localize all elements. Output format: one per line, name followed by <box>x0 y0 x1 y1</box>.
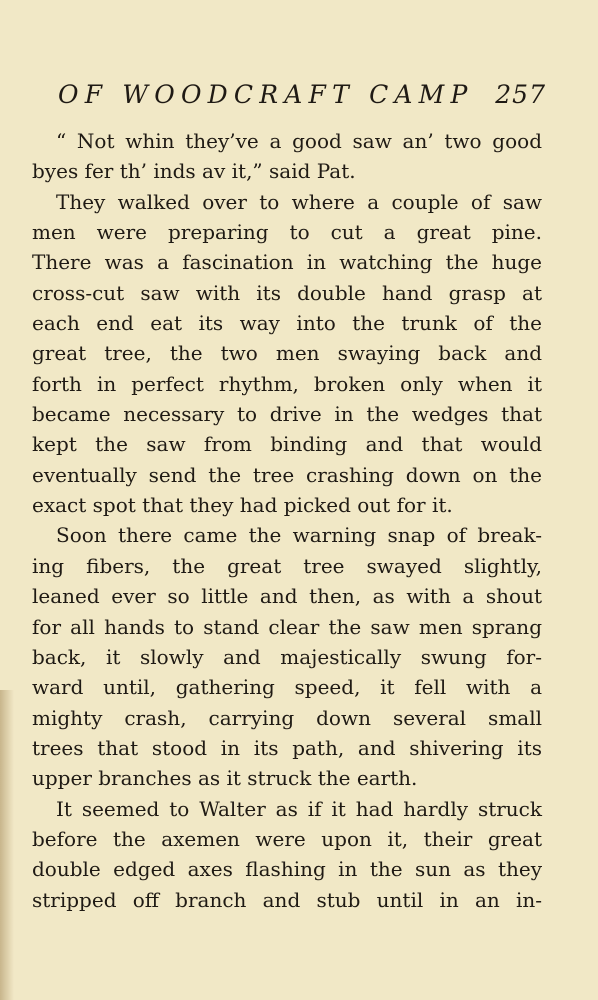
text-line: ward until, gathering speed, it fell with a <box>32 675 542 700</box>
page-number: 257 <box>495 80 546 109</box>
text-line: back, it slowly and majestically swung for- <box>32 644 542 669</box>
text-line: double edged axes flashing in the sun as they <box>32 857 542 882</box>
text-line: cross-cut saw with its double hand grasp at <box>32 280 542 305</box>
text-line: before the axemen were upon it, their great <box>32 826 542 851</box>
text-line: became necessary to drive in the wedges that <box>32 402 542 427</box>
text-line: trees that stood in its path, and shivering its <box>32 735 542 760</box>
text-line: Soon there came the warning snap of break- <box>56 523 542 548</box>
running-head <box>58 80 546 120</box>
text-line: exact spot that they had picked out for it. <box>32 493 453 518</box>
text-line: ing fibers, the great tree swayed slightly, <box>32 553 542 578</box>
text-line: They walked over to where a couple of saw <box>56 189 542 214</box>
text-line: eventually send the tree crashing down on the <box>32 462 542 487</box>
body-text <box>32 126 542 915</box>
text-line: byes fer th’ inds av it,” said Pat. <box>32 159 356 184</box>
text-line: It seemed to Walter as if it had hardly struck <box>56 796 542 821</box>
page-edge-shadow <box>0 690 14 1000</box>
text-line: for all hands to stand clear the saw men sprang <box>32 614 542 639</box>
text-line: kept the saw from binding and that would <box>32 432 542 457</box>
text-line: stripped off branch and stub until in an in- <box>32 887 542 912</box>
text-line: great tree, the two men swaying back and <box>32 341 542 366</box>
text-line: forth in perfect rhythm, broken only when it <box>32 371 542 396</box>
text-line: men were preparing to cut a great pine. <box>32 220 542 245</box>
text-line: upper branches as it struck the earth. <box>32 766 418 791</box>
text-line: each end eat its way into the trunk of the <box>32 311 542 336</box>
text-line: mighty crash, carrying down several small <box>32 705 542 730</box>
running-title: OF WOODCRAFT CAMP <box>58 80 474 109</box>
text-line: There was a fascination in watching the huge <box>32 250 542 275</box>
text-line: “ Not whin they’ve a good saw an’ two good <box>56 129 542 153</box>
text-line: leaned ever so little and then, as with a shout <box>32 584 542 609</box>
